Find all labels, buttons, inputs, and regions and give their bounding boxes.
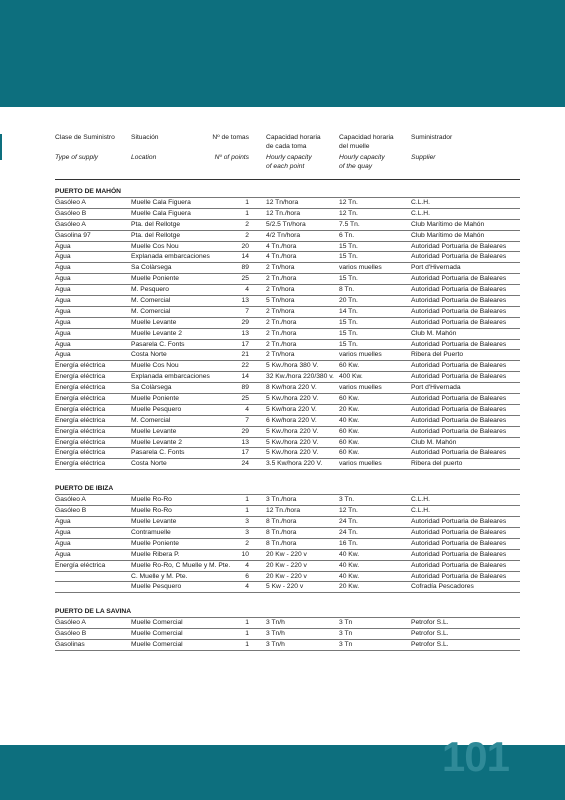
table-row (55, 360, 520, 371)
cell-points: 1 (245, 630, 249, 638)
cell-supplier: Port d'Hivernada (411, 264, 461, 272)
cell-capacity-quay: varios muelles (339, 264, 382, 272)
cell-capacity-quay: 3 Tn (339, 630, 353, 638)
cell-supplier: Autoridad Portuaria de Baleares (411, 550, 507, 558)
cell-supplier: Autoridad Portuaria de Baleares (411, 405, 507, 413)
cell-supply-type: Gasóleo A (55, 199, 86, 206)
cell-supply-type: Energía eléctrica (55, 405, 106, 413)
cell-supplier: Autoridad Portuaria de Baleares (411, 373, 507, 381)
table-sections (55, 187, 520, 651)
cell-location: Muelle Poniente (131, 539, 179, 547)
cell-capacity-point: 5 Kw./hora 220 V. (266, 395, 319, 403)
cell-location: Muelle Levante (131, 518, 177, 526)
cell-points: 1 (245, 619, 249, 627)
cell-capacity-point: 2 Tn/hora (266, 286, 295, 294)
cell-supply-type: Agua (55, 253, 71, 261)
port-title: PUERTO DE MAHÓN (55, 188, 122, 195)
cell-capacity-point: 8 Tn./hora (266, 528, 297, 536)
cell-capacity-quay: varios muelles (339, 460, 382, 468)
cell-location: M. Comercial (131, 307, 171, 315)
cell-supplier: Autoridad Portuaria de Baleares (411, 242, 507, 250)
section-rows (55, 197, 520, 470)
cell-capacity-point: 2 Tn./hora (266, 329, 297, 337)
cell-points: 10 (241, 550, 249, 558)
cell-capacity-point: 4 Tn./hora (266, 242, 297, 250)
cell-capacity-quay: 15 Tn. (339, 275, 358, 283)
cell-capacity-point: 20 Kw - 220 v (266, 550, 307, 558)
cell-points: 1 (245, 496, 249, 504)
table-row (55, 494, 520, 505)
cell-capacity-point: 5 Kw./hora 380 V. (266, 362, 319, 370)
table-row (55, 382, 520, 393)
table-row (55, 208, 520, 219)
cell-capacity-point: 12 Tn./hora (266, 209, 301, 217)
header-band (0, 0, 565, 107)
cell-supplier: Autoridad Portuaria de Baleares (411, 528, 507, 536)
cell-points: 13 (241, 329, 249, 337)
cell-location: Muelle Cala Figuera (131, 209, 191, 217)
cell-capacity-quay: 40 Kw. (339, 561, 360, 569)
section-rows (55, 494, 520, 593)
cell-points: 14 (241, 373, 249, 381)
cell-capacity-quay: 40 Kw. (339, 416, 360, 424)
cell-capacity-point: 5 Kw./hora 220 V. (266, 449, 319, 457)
cell-location: Muelle Comercial (131, 641, 183, 649)
cell-capacity-quay: 40 Kw. (339, 550, 360, 558)
cell-points: 29 (241, 318, 249, 326)
cell-capacity-point: 5 Kw./hora 220 V. (266, 438, 319, 446)
cell-points: 1 (245, 507, 249, 515)
cell-location: Pasarela C. Fonts (131, 449, 185, 457)
cell-capacity-point: 4/2 Tn/hora (266, 231, 301, 239)
port-section (55, 607, 520, 651)
cell-location: Muelle Ribera P. (131, 550, 180, 558)
cell-supplier: Autoridad Portuaria de Baleares (411, 253, 507, 261)
cell-capacity-point: 2 Tn./hora (266, 318, 297, 326)
cell-capacity-point: 3 Tn./hora (266, 496, 297, 504)
cell-supply-type: Gasóleo B (55, 507, 87, 515)
cell-points: 7 (245, 416, 249, 424)
cell-capacity-quay: 60 Kw. (339, 395, 360, 403)
cell-location: Muelle Pesquero (131, 405, 182, 413)
table-row (55, 295, 520, 306)
cell-supplier: C.L.H. (411, 496, 430, 504)
cell-location: Costa Norte (131, 460, 167, 468)
cell-location: Muelle Cos Nou (131, 362, 179, 370)
table-row (55, 306, 520, 317)
cell-location: Sa Colàrsega (131, 384, 172, 392)
cell-points: 1 (245, 199, 249, 206)
cell-supply-type: Agua (55, 340, 71, 348)
cell-capacity-quay: 20 Kw. (339, 405, 360, 413)
cell-supply-type: Gasóleo B (55, 630, 87, 638)
cell-points: 25 (241, 275, 249, 283)
cell-location: M. Comercial (131, 297, 171, 305)
cell-capacity-point: 20 Kw - 220 v (266, 572, 307, 580)
cell-points: 29 (241, 427, 249, 435)
header-capacity-quay-en: Hourly capacity of the quay (339, 154, 385, 171)
table-row (55, 404, 520, 415)
cell-supplier: Autoridad Portuaria de Baleares (411, 518, 507, 526)
cell-location: Pasarela C. Fonts (131, 340, 185, 348)
cell-capacity-point: 8 Tn./hora (266, 518, 297, 526)
cell-capacity-point: 12 Tn/hora (266, 199, 299, 206)
cell-supply-type: Energía eléctrica (55, 362, 106, 370)
cell-supplier: Club M. Mahón (411, 329, 457, 337)
header-points-en: Nº of points (214, 154, 249, 161)
cell-capacity-point: 8 Tn./hora (266, 539, 297, 547)
table-row (55, 549, 520, 560)
cell-supply-type: Gasolinas (55, 641, 85, 649)
cell-supplier: Petrofor S.L. (411, 630, 449, 638)
cell-supplier: Club Marítimo de Mahón (411, 220, 485, 228)
port-section (55, 484, 520, 593)
cell-points: 4 (245, 561, 249, 569)
cell-supplier: Port d'Hivernada (411, 384, 461, 392)
cell-capacity-point: 3 Tn/h (266, 641, 285, 649)
cell-capacity-quay: 20 Kw. (339, 583, 360, 591)
cell-capacity-quay: varios muelles (339, 384, 382, 392)
cell-capacity-point: 8 Kw/hora 220 V. (266, 384, 317, 392)
table-row (55, 339, 520, 350)
header-capacity-point-es: Capacidad horaria de cada toma (266, 134, 321, 151)
section-rows (55, 617, 520, 651)
cell-supply-type: Energía eléctrica (55, 395, 106, 403)
cell-capacity-quay: 400 Kw. (339, 373, 363, 381)
table-row (55, 262, 520, 273)
cell-location: Muelle Cala Figuera (131, 199, 191, 206)
table-row (55, 527, 520, 538)
cell-supplier: Autoridad Portuaria de Baleares (411, 340, 507, 348)
cell-points: 20 (241, 242, 249, 250)
cell-points: 6 (245, 572, 249, 580)
cell-capacity-point: 32 Kw./hora 220/380 v. (266, 373, 334, 381)
cell-capacity-quay: 15 Tn. (339, 253, 358, 261)
table-row (55, 284, 520, 295)
cell-supply-type: Energía eléctrica (55, 416, 106, 424)
cell-points: 4 (245, 286, 249, 294)
table-row (55, 458, 520, 470)
cell-points: 22 (241, 362, 249, 370)
cell-supply-type: Agua (55, 528, 71, 536)
header-capacity-quay-es: Capacidad horaria del muelle (339, 134, 394, 151)
cell-capacity-quay: 60 Kw. (339, 438, 360, 446)
cell-supplier: C.L.H. (411, 199, 430, 206)
cell-points: 2 (245, 539, 249, 547)
cell-capacity-point: 3.5 Kw/hora 220 V. (266, 460, 323, 468)
cell-points: 2 (245, 231, 249, 239)
cell-location: Explanada embarcaciones (131, 253, 210, 261)
cell-supply-type: Energía eléctrica (55, 438, 106, 446)
cell-capacity-point: 2 Tn./hora (266, 340, 297, 348)
cell-location: M. Pesquero (131, 286, 169, 294)
cell-capacity-quay: 20 Tn. (339, 297, 358, 305)
cell-supplier: Autoridad Portuaria de Baleares (411, 275, 507, 283)
cell-capacity-point: 20 Kw - 220 v (266, 561, 307, 569)
cell-location: Muelle Levante 2 (131, 329, 182, 337)
cell-capacity-quay: 15 Tn. (339, 329, 358, 337)
cell-supplier: Autoridad Portuaria de Baleares (411, 449, 507, 457)
cell-points: 2 (245, 220, 249, 228)
cell-points: 7 (245, 307, 249, 315)
cell-capacity-quay: varios muelles (339, 351, 382, 359)
cell-capacity-point: 3 Tn/h (266, 630, 285, 638)
cell-supplier: Autoridad Portuaria de Baleares (411, 307, 507, 315)
cell-supply-type: Energía eléctrica (55, 373, 106, 381)
cell-capacity-point: 5/2.5 Tn/hora (266, 220, 306, 228)
cell-points: 89 (241, 384, 249, 392)
cell-location: C. Muelle y M. Pte. (131, 572, 188, 580)
cell-capacity-point: 4 Tn./hora (266, 253, 297, 261)
cell-supply-type: Agua (55, 275, 71, 283)
table-row (55, 639, 520, 651)
cell-supply-type: Gasóleo A (55, 619, 86, 627)
side-marker (0, 134, 2, 160)
cell-capacity-quay: 16 Tn. (339, 539, 358, 547)
cell-supply-type: Agua (55, 351, 71, 359)
cell-points: 1 (245, 209, 249, 217)
cell-supply-type: Agua (55, 518, 71, 526)
cell-supply-type: Gasóleo A (55, 496, 86, 504)
cell-supplier: Petrofor S.L. (411, 641, 449, 649)
cell-location: Sa Colàrsega (131, 264, 172, 272)
cell-capacity-quay: 3 Tn. (339, 496, 355, 504)
cell-supply-type: Gasóleo B (55, 209, 87, 217)
cell-supply-type: Agua (55, 297, 71, 305)
cell-supply-type: Agua (55, 242, 71, 250)
cell-supply-type: Energía eléctrica (55, 449, 106, 457)
cell-location: Costa Norte (131, 351, 167, 359)
table-row (55, 426, 520, 437)
table-header (55, 133, 520, 180)
cell-location: Muelle Levante (131, 427, 177, 435)
table-row (55, 447, 520, 458)
cell-capacity-quay: 15 Tn. (339, 242, 358, 250)
cell-location: Pta. del Rellotge (131, 220, 181, 228)
table-row (55, 617, 520, 628)
cell-points: 17 (241, 449, 249, 457)
cell-supply-type: Agua (55, 318, 71, 326)
table-row (55, 219, 520, 230)
cell-points: 13 (241, 438, 249, 446)
header-points-es: Nº de tomas (212, 134, 249, 141)
cell-points: 1 (245, 641, 249, 649)
cell-supplier: Autoridad Portuaria de Baleares (411, 362, 507, 370)
cell-capacity-point: 6 Kw/hora 220 V. (266, 416, 317, 424)
cell-points: 24 (241, 460, 249, 468)
cell-capacity-quay: 7.5 Tn. (339, 220, 360, 228)
cell-supply-type: Agua (55, 539, 71, 547)
cell-capacity-quay: 40 Kw. (339, 572, 360, 580)
cell-capacity-quay: 12 Tn. (339, 199, 358, 206)
cell-supplier: Autoridad Portuaria de Baleares (411, 297, 507, 305)
cell-capacity-quay: 3 Tn (339, 619, 353, 627)
cell-supplier: Autoridad Portuaria de Baleares (411, 416, 507, 424)
cell-supply-type: Gasóleo A (55, 220, 86, 228)
cell-location: Muelle Cos Nou (131, 242, 179, 250)
cell-supply-type: Energía eléctrica (55, 460, 106, 468)
cell-capacity-quay: 24 Tn. (339, 518, 358, 526)
cell-capacity-quay: 15 Tn. (339, 340, 358, 348)
cell-location: Muelle Ro-Ro (131, 507, 172, 515)
cell-capacity-point: 2 Tn/hora (266, 351, 295, 359)
table-row (55, 581, 520, 593)
cell-supply-type: Agua (55, 286, 71, 294)
cell-capacity-point: 3 Tn/h (266, 619, 285, 627)
table-row (55, 415, 520, 426)
cell-capacity-quay: 3 Tn (339, 641, 353, 649)
cell-location: Muelle Comercial (131, 619, 183, 627)
table-row (55, 197, 520, 208)
cell-supplier: Cofradía Pescadores (411, 583, 474, 591)
table-row (55, 230, 520, 241)
cell-capacity-quay: 6 Tn. (339, 231, 355, 239)
cell-location: Contramuelle (131, 528, 171, 536)
cell-points: 89 (241, 264, 249, 272)
cell-capacity-quay: 60 Kw. (339, 362, 360, 370)
table-row (55, 241, 520, 252)
table-row (55, 328, 520, 339)
header-supply-es: Clase de Suministro (55, 134, 115, 141)
table-row (55, 628, 520, 639)
header-location-en: Location (131, 154, 157, 161)
cell-capacity-quay: 8 Tn. (339, 286, 355, 294)
cell-points: 3 (245, 528, 249, 536)
cell-points: 17 (241, 340, 249, 348)
cell-supply-type: Agua (55, 307, 71, 315)
table-row (55, 437, 520, 448)
cell-capacity-point: 12 Tn./hora (266, 507, 301, 515)
cell-supplier: C.L.H. (411, 209, 430, 217)
cell-location: Muelle Poniente (131, 395, 179, 403)
cell-location: Muelle Pesquero (131, 583, 182, 591)
table-row (55, 516, 520, 527)
cell-supply-type: Gasolina 97 (55, 231, 91, 239)
cell-points: 4 (245, 583, 249, 591)
table-row (55, 505, 520, 516)
cell-capacity-quay: 12 Tn. (339, 507, 358, 515)
cell-supply-type: Energía eléctrica (55, 427, 106, 435)
header-supply-en: Type of supply (55, 154, 98, 161)
cell-supply-type: Agua (55, 264, 71, 272)
cell-supplier: Autoridad Portuaria de Baleares (411, 561, 507, 569)
cell-capacity-quay: 14 Tn. (339, 307, 358, 315)
page-number: 101 (441, 733, 509, 780)
table-row (55, 571, 520, 582)
cell-points: 3 (245, 518, 249, 526)
cell-location: Pta. del Rellotge (131, 231, 181, 239)
cell-points: 25 (241, 395, 249, 403)
table-row (55, 349, 520, 360)
table-row (55, 393, 520, 404)
cell-capacity-quay: 12 Tn. (339, 209, 358, 217)
cell-points: 21 (241, 351, 249, 359)
cell-points: 13 (241, 297, 249, 305)
table-row (55, 538, 520, 549)
cell-capacity-point: 2 Tn/hora (266, 307, 295, 315)
cell-capacity-point: 5 Kw./hora 220 V. (266, 427, 319, 435)
cell-points: 14 (241, 253, 249, 261)
cell-supply-type: Energía eléctrica (55, 384, 106, 392)
port-title: PUERTO DE IBIZA (55, 485, 114, 493)
cell-location: M. Comercial (131, 416, 171, 424)
cell-supplier: Autoridad Portuaria de Baleares (411, 318, 507, 326)
cell-capacity-point: 5 Tn/hora (266, 297, 295, 305)
port-title: PUERTO DE LA SAVINA (55, 608, 132, 616)
cell-location: Muelle Comercial (131, 630, 183, 638)
table-row (55, 273, 520, 284)
supply-table (55, 133, 520, 651)
table-row (55, 251, 520, 262)
cell-capacity-point: 5 Kw/hora 220 V. (266, 405, 317, 413)
cell-points: 4 (245, 405, 249, 413)
header-capacity-point-en: Hourly capacity of each point (266, 154, 312, 171)
cell-supply-type: Agua (55, 550, 71, 558)
cell-supplier: Autoridad Portuaria de Baleares (411, 572, 507, 580)
cell-supply-type: Agua (55, 329, 71, 337)
table-row (55, 317, 520, 328)
cell-location: Muelle Levante (131, 318, 177, 326)
cell-supplier: Autoridad Portuaria de Baleares (411, 427, 507, 435)
cell-capacity-quay: 60 Kw. (339, 427, 360, 435)
cell-supply-type: Energía eléctrica (55, 561, 106, 569)
cell-capacity-quay: 24 Tn. (339, 528, 358, 536)
cell-supplier: Ribera del puerto (411, 460, 463, 468)
cell-capacity-point: 2 Tn/hora (266, 264, 295, 272)
header-supplier-es: Suministrador (411, 134, 453, 141)
cell-supplier: Club Marítimo de Mahón (411, 231, 485, 239)
cell-capacity-quay: 15 Tn. (339, 318, 358, 326)
cell-supplier: Autoridad Portuaria de Baleares (411, 286, 507, 294)
cell-location: Muelle Ro-Ro, C Muelle y M. Pte. (131, 561, 231, 569)
cell-capacity-quay: 60 Kw. (339, 449, 360, 457)
cell-location: Muelle Poniente (131, 275, 179, 283)
cell-supplier: Ribera del Puerto (411, 351, 464, 359)
header-supplier-en: Supplier (411, 154, 436, 161)
cell-supplier: C.L.H. (411, 507, 430, 515)
port-section (55, 187, 520, 470)
cell-supplier: Autoridad Portuaria de Baleares (411, 539, 507, 547)
cell-capacity-point: 5 Kw - 220 v (266, 583, 304, 591)
cell-capacity-point: 2 Tn./hora (266, 275, 297, 283)
cell-supplier: Club M. Mahón (411, 438, 457, 446)
table-row (55, 560, 520, 571)
cell-location: Muelle Ro-Ro (131, 496, 172, 504)
cell-location: Explanada embarcaciones (131, 373, 210, 381)
cell-location: Muelle Levante 2 (131, 438, 182, 446)
header-location-es: Situación (131, 134, 159, 141)
cell-supplier: Petrofor S.L. (411, 619, 449, 627)
table-row (55, 371, 520, 382)
cell-supplier: Autoridad Portuaria de Baleares (411, 395, 507, 403)
